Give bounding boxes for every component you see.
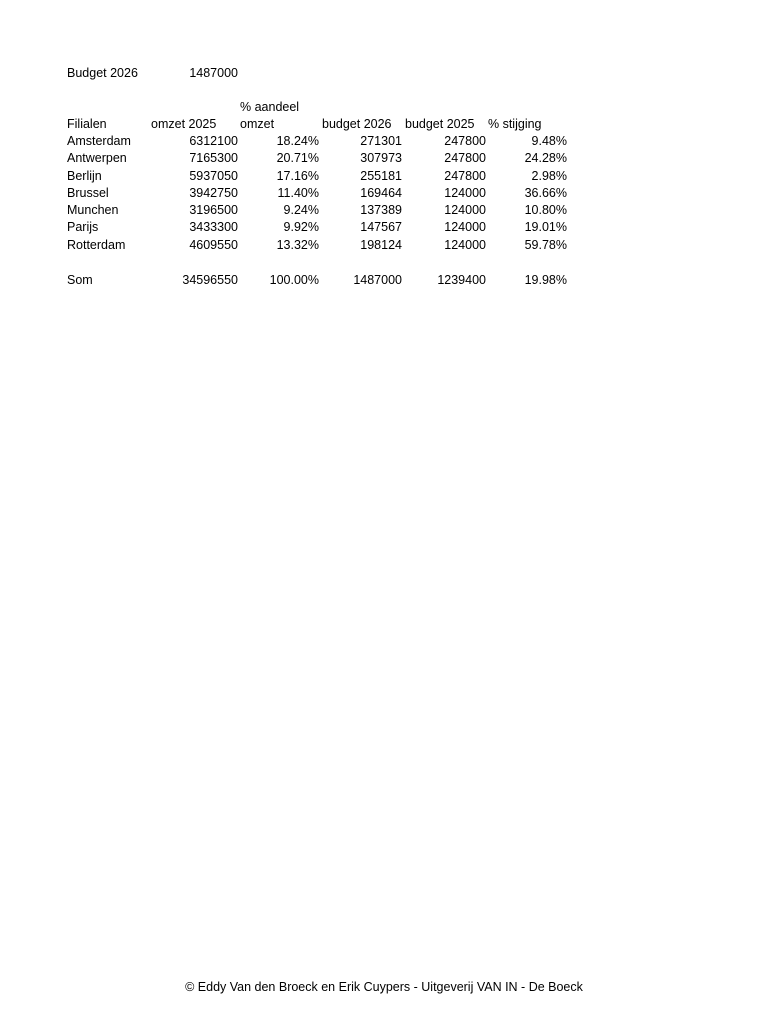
cell-budget-2026: 169464 (360, 186, 402, 200)
total-label: Som (67, 273, 93, 287)
total-aandeel: 100.00% (269, 273, 319, 287)
cell-omzet: 3196500 (189, 203, 238, 217)
cell-aandeel: 20.71% (276, 151, 319, 165)
cell-aandeel: 11.40% (277, 186, 319, 200)
cell-aandeel: 9.92% (283, 220, 319, 234)
cell-omzet: 3942750 (189, 186, 238, 200)
budget-2026-value: 1487000 (189, 66, 238, 80)
cell-budget-2025: 124000 (444, 186, 486, 200)
cell-budget-2025: 247800 (444, 169, 486, 183)
page-footer-copyright: © Eddy Van den Broeck en Erik Cuypers - Uitgeverij VAN IN - De Boeck (185, 980, 583, 994)
header-omzet-2025: omzet 2025 (151, 117, 217, 131)
header-budget-2026: budget 2026 (322, 117, 392, 131)
header-aandeel-line2: omzet (240, 117, 275, 131)
cell-stijging: 9.48% (531, 134, 567, 148)
cell-budget-2025: 247800 (444, 151, 486, 165)
cell-budget-2026: 307973 (360, 151, 402, 165)
cell-filiaal: Brussel (67, 186, 109, 200)
cell-budget-2025: 247800 (444, 134, 486, 148)
cell-budget-2026: 137389 (360, 203, 402, 217)
budget-2026-label: Budget 2026 (67, 66, 138, 80)
total-stijging: 19.98% (524, 273, 567, 287)
cell-budget-2026: 198124 (360, 238, 402, 252)
total-omzet: 34596550 (182, 273, 238, 287)
cell-budget-2026: 147567 (360, 220, 402, 234)
cell-filiaal: Parijs (67, 220, 99, 234)
cell-aandeel: 13.32% (276, 238, 319, 252)
cell-omzet: 4609550 (189, 238, 238, 252)
cell-stijging: 36.66% (524, 186, 567, 200)
total-budget-2026: 1487000 (353, 273, 402, 287)
cell-filiaal: Rotterdam (67, 238, 126, 252)
header-aandeel-line1: % aandeel (240, 100, 300, 114)
cell-omzet: 5937050 (189, 169, 238, 183)
cell-stijging: 59.78% (524, 238, 567, 252)
cell-stijging: 10.80% (524, 203, 567, 217)
cell-aandeel: 9.24% (283, 203, 319, 217)
cell-filiaal: Antwerpen (67, 151, 127, 165)
cell-omzet: 6312100 (189, 134, 238, 148)
cell-budget-2025: 124000 (444, 220, 486, 234)
cell-budget-2026: 271301 (360, 134, 402, 148)
cell-budget-2026: 255181 (360, 169, 402, 183)
header-filialen: Filialen (67, 117, 107, 131)
cell-budget-2025: 124000 (444, 238, 486, 252)
header-budget-2025: budget 2025 (405, 117, 475, 131)
cell-stijging: 24.28% (524, 151, 567, 165)
cell-stijging: 2.98% (531, 169, 567, 183)
cell-aandeel: 18.24% (276, 134, 319, 148)
cell-filiaal: Amsterdam (67, 134, 131, 148)
cell-stijging: 19.01% (524, 220, 567, 234)
cell-aandeel: 17.16% (276, 169, 319, 183)
cell-filiaal: Berlijn (67, 169, 102, 183)
header-stijging: % stijging (488, 117, 542, 131)
cell-filiaal: Munchen (67, 203, 119, 217)
cell-omzet: 7165300 (189, 151, 238, 165)
cell-omzet: 3433300 (189, 220, 238, 234)
total-budget-2025: 1239400 (437, 273, 486, 287)
cell-budget-2025: 124000 (444, 203, 486, 217)
